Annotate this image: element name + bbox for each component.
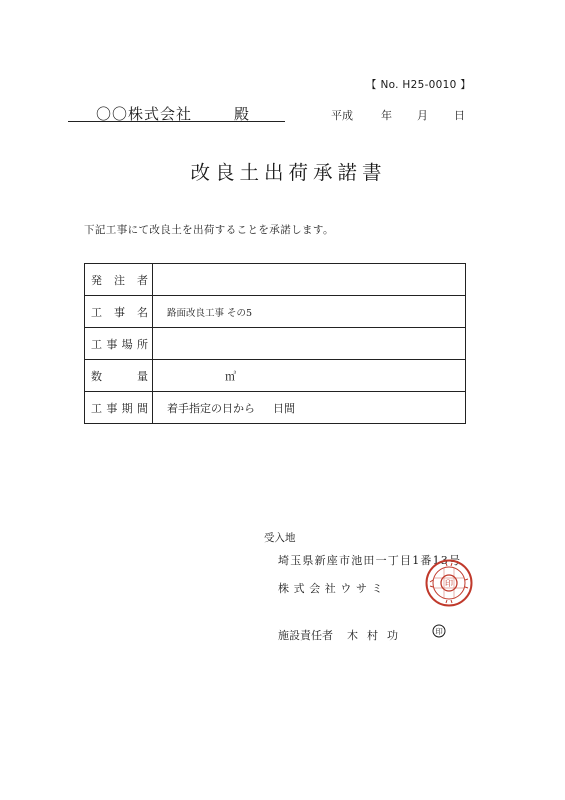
receiver-address: 埼玉県新座市池田一丁目1番13号 bbox=[278, 554, 462, 567]
label-char: 事 bbox=[114, 305, 125, 319]
label-char: 事 bbox=[106, 337, 118, 351]
row-label-site bbox=[85, 328, 153, 360]
label-char: 事 bbox=[106, 401, 118, 415]
manager-seal-char: 印 bbox=[435, 627, 443, 636]
document-number: 【 No. H25-0010 】 bbox=[366, 79, 472, 91]
addressee-honorific: 殿 bbox=[234, 105, 251, 123]
manager-seal-icon bbox=[432, 624, 446, 638]
table-row bbox=[85, 264, 466, 296]
label-char: 数 bbox=[91, 369, 102, 383]
table-row bbox=[85, 296, 466, 328]
label-char: 場 bbox=[121, 337, 133, 351]
manager-name: 木村功 bbox=[347, 629, 407, 642]
table-row bbox=[85, 328, 466, 360]
row-value-project-name: 路面改良工事 その5 bbox=[153, 296, 466, 328]
row-label-orderer bbox=[85, 264, 153, 296]
row-value-quantity bbox=[153, 360, 466, 392]
label-char: 期 bbox=[121, 401, 133, 415]
label-char: 発 bbox=[91, 273, 102, 287]
table-row bbox=[85, 392, 466, 424]
quantity-unit: ㎥ bbox=[225, 369, 236, 383]
label-char: 名 bbox=[137, 305, 148, 319]
label-char: 工 bbox=[91, 401, 102, 415]
receiver-company: 株式会社ウサミ bbox=[278, 582, 388, 595]
addressee-underline bbox=[68, 121, 285, 122]
date-month-unit: 月 bbox=[417, 109, 428, 122]
label-char: 工 bbox=[91, 337, 102, 351]
manager-line bbox=[278, 627, 407, 643]
row-value-site bbox=[153, 328, 466, 360]
receiver-label: 受入地 bbox=[264, 532, 296, 544]
date-year-unit: 年 bbox=[381, 109, 392, 122]
manager-title: 施設責任者 bbox=[278, 629, 333, 642]
company-seal-stamp-icon bbox=[424, 558, 474, 608]
period-suffix: 日間 bbox=[273, 401, 295, 415]
intro-text: 下記工事にて改良土を出荷することを承諾します。 bbox=[84, 224, 334, 236]
label-char: 所 bbox=[136, 337, 148, 351]
addressee-company: 〇〇株式会社 bbox=[96, 105, 193, 123]
row-label-quantity bbox=[85, 360, 153, 392]
date-era: 平成 bbox=[331, 109, 353, 122]
row-label-project-name bbox=[85, 296, 153, 328]
label-char: 間 bbox=[136, 401, 148, 415]
period-text: 着手指定の日から bbox=[167, 401, 255, 415]
row-label-period bbox=[85, 392, 153, 424]
date-day-unit: 日 bbox=[454, 109, 465, 122]
seal-char: 印 bbox=[445, 579, 453, 588]
details-table bbox=[84, 263, 466, 424]
label-char: 量 bbox=[137, 369, 148, 383]
row-value-period bbox=[153, 392, 466, 424]
row-value-orderer bbox=[153, 264, 466, 296]
document-title: 改良土出荷承諾書 bbox=[190, 161, 387, 184]
label-char: 注 bbox=[114, 273, 125, 287]
label-char: 者 bbox=[137, 273, 148, 287]
label-char: 工 bbox=[91, 305, 102, 319]
table-row bbox=[85, 360, 466, 392]
